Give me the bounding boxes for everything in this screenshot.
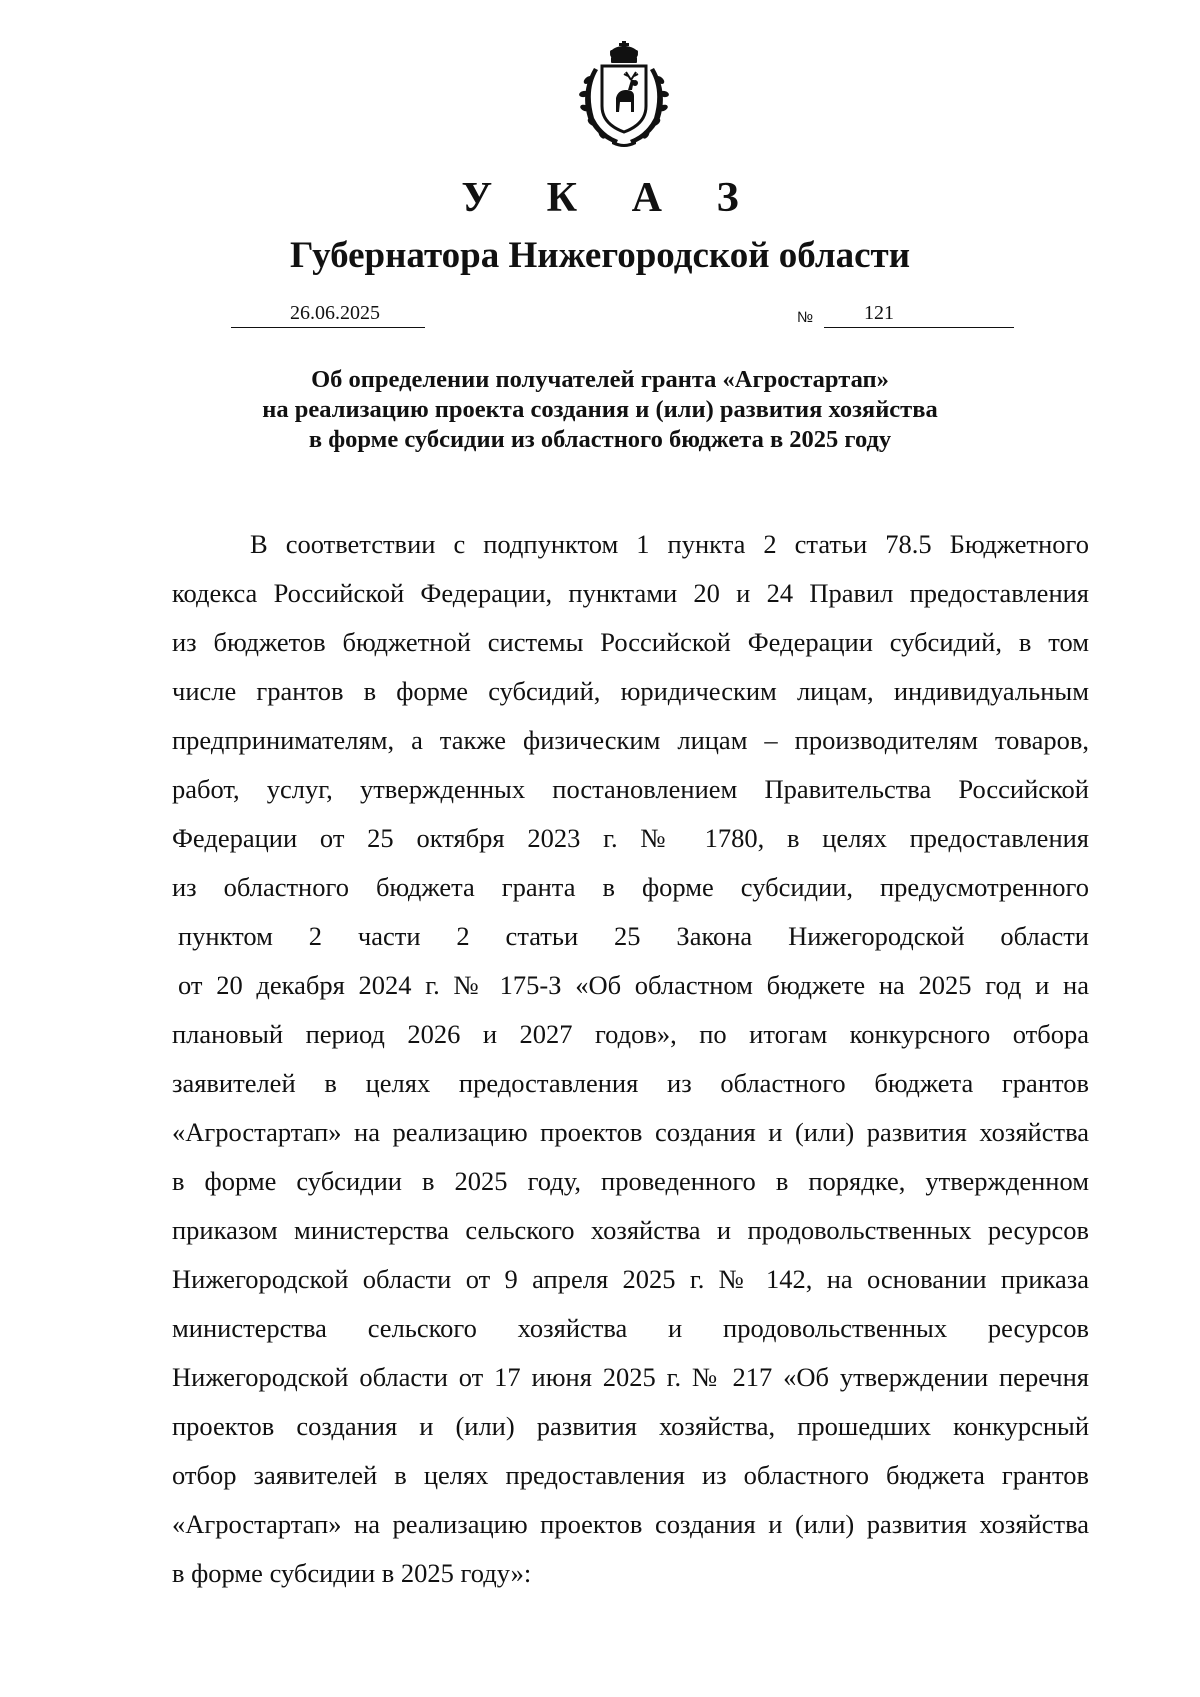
body-line: Нижегородской области от 9 апреля 2025 г. № 142, на основании приказа [172,1264,1089,1294]
body-line: в форме субсидии в 2025 году»: [172,1558,532,1588]
body-line: пунктом 2 части 2 статьи 25 Закона Нижегородской области [178,921,1089,951]
body-line: работ, услуг, утвержденных постановлением Правительства Российской [172,774,1089,804]
title-line: в форме субсидии из областного бюджета в 2025 году [308,426,892,453]
body-line: предпринимателям, а также физическим лицам – производителям товаров, [172,725,1089,755]
body-line: Федерации от 25 октября 2023 г. № 1780, в целях предоставления [172,823,1089,853]
body-line: министерства сельского хозяйства и продовольственных ресурсов [172,1313,1089,1343]
body-line: в форме субсидии в 2025 году, проведенного в порядке, утвержденном [172,1166,1089,1196]
body-line: приказом министерства сельского хозяйства и продовольственных ресурсов [172,1215,1089,1245]
body-line: плановый период 2026 и 2027 годов», по итогам конкурсного отбора [172,1019,1089,1049]
body-line: Нижегородской области от 17 июня 2025 г. № 217 «Об утверждении перечня [172,1362,1089,1392]
issuer-heading: Губернатора Нижегородской области [289,235,911,276]
body-line: «Агростартап» на реализацию проектов создания и (или) развития хозяйства [172,1509,1089,1539]
body-line: числе грантов в форме субсидий, юридическим лицам, индивидуальным [172,676,1089,706]
document-title [200,365,1000,455]
document-type-heading: У К А З [461,175,761,221]
body-line: проектов создания и (или) развития хозяйства, прошедших конкурсный [172,1411,1089,1441]
body-line: заявителей в целях предоставления из областного бюджета грантов [172,1068,1089,1098]
body-line: из бюджетов бюджетной системы Российской Федерации субсидий, в том [172,627,1089,657]
document-number: 121 [824,300,1014,328]
body-line: отбор заявителей в целях предоставления из областного бюджета грантов [172,1460,1089,1490]
document-date: 26.06.2025 [231,300,425,328]
number-label: № [797,309,814,326]
body-line: от 20 декабря 2024 г. № 175-З «Об областном бюджете на 2025 год и на [178,970,1089,1000]
title-line: Об определении получателей гранта «Агростартап» [311,366,889,393]
body-line: «Агростартап» на реализацию проектов создания и (или) развития хозяйства [172,1117,1089,1147]
body-line: кодекса Российской Федерации, пунктами 20 и 24 Правил предоставления [172,578,1089,608]
body-paragraph [172,520,1089,1598]
title-line: на реализацию проекта создания и (или) развития хозяйства [262,396,938,423]
coat-of-arms-icon [568,40,680,150]
body-line: из областного бюджета гранта в форме субсидии, предусмотренного [172,872,1089,902]
body-line: В соответствии с подпунктом 1 пункта 2 статьи 78.5 Бюджетного [250,529,1089,559]
